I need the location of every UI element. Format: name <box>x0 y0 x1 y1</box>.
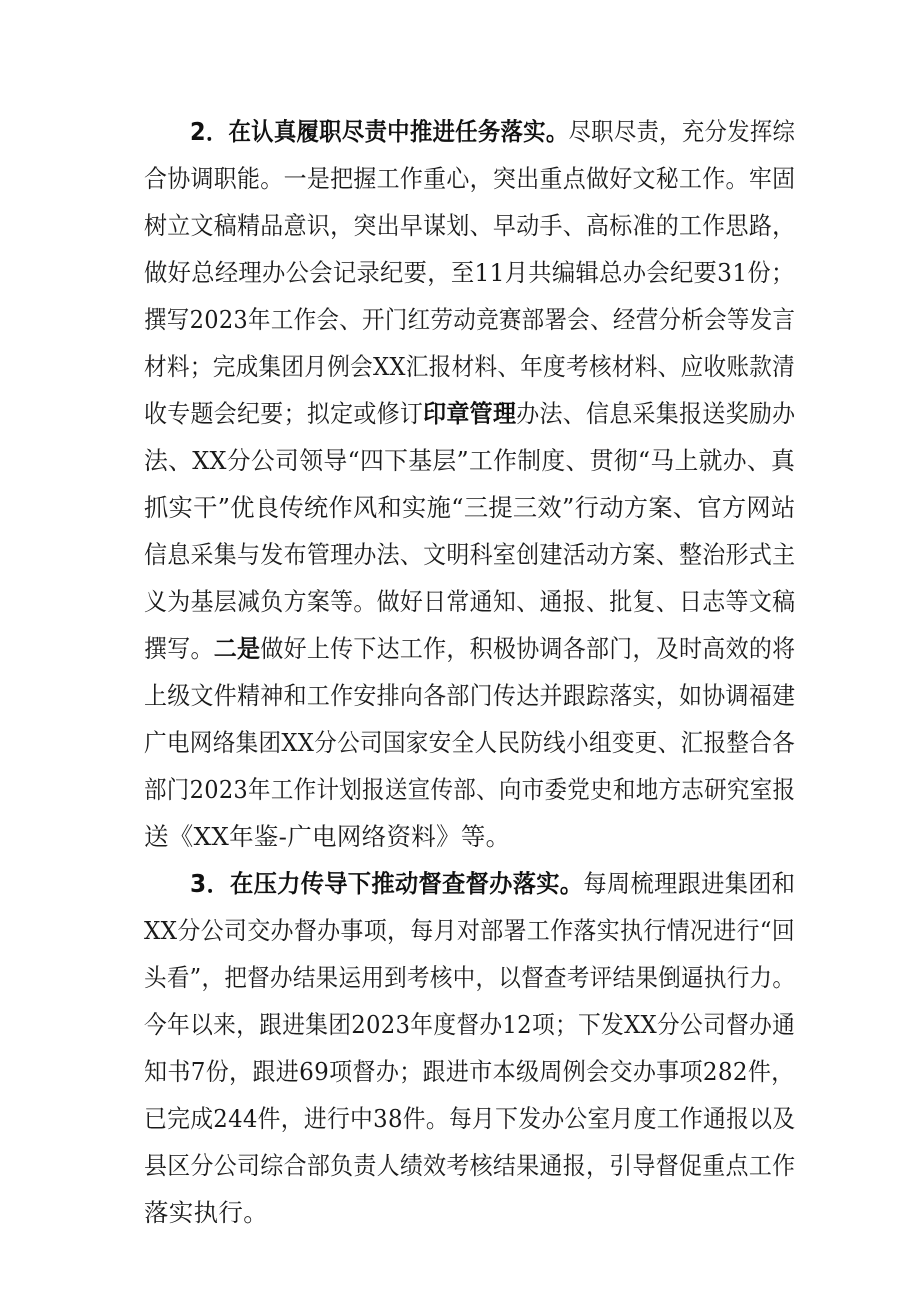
text-line <box>144 915 795 947</box>
text-run: 部门2023年工作计划报送宣传部、向市委党史和地方志研究室报 <box>144 775 796 804</box>
text-run: 合协调职能。一是把握工作重心，突出重点做好文秘工作。牢固 <box>144 164 796 193</box>
text-run: 知书7份，跟进69项督办；跟进市本级周例会交办事项282件， <box>144 1057 795 1086</box>
text-line <box>144 633 795 665</box>
text-run: 每周梳理跟进集团和 <box>583 869 796 898</box>
text-line <box>144 398 795 430</box>
text-run: 送《XX年鉴-广电网络资料》等。 <box>144 822 511 851</box>
text-run: 尽职尽责，充分发挥综 <box>568 117 796 146</box>
text-line <box>144 257 795 289</box>
text-run: 撰写2023年工作会、开门红劳动竞赛部署会、经营分析会等发言 <box>144 305 796 334</box>
text-run: 抓实干”优良传统作风和实施“三提三效”行动方案、官方网站 <box>144 493 796 522</box>
text-line <box>144 210 795 242</box>
text-line <box>144 1197 268 1229</box>
text-run: 已完成244件，进行中38件。每月下发办公室月度工作通报以及 <box>144 1104 796 1133</box>
emphasis-text: 印章管理 <box>423 399 517 428</box>
text-line <box>144 351 795 383</box>
text-line <box>144 1056 795 1088</box>
text-line <box>144 586 795 618</box>
text-line <box>144 1103 795 1135</box>
section-heading: 2．在认真履职尽责中推进任务落实。 <box>190 117 569 146</box>
text-run: XX分公司交办督办事项，每月对部署工作落实执行情况进行“回 <box>144 916 796 945</box>
text-line <box>144 962 795 994</box>
text-run: 广电网络集团XX分公司国家安全人民防线小组变更、汇报整合各 <box>144 728 796 757</box>
text-line <box>144 727 795 759</box>
text-run: 义为基层减负方案等。做好日常通知、通报、批复、日志等文稿 <box>144 587 796 616</box>
text-run: 撰写。 <box>144 634 214 663</box>
text-line <box>144 163 795 195</box>
text-line <box>144 539 795 571</box>
text-run: 法、XX分公司领导“四下基层”工作制度、贯彻“马上就办、真 <box>144 446 796 475</box>
emphasis-text: 二是 <box>213 634 261 663</box>
text-line <box>144 445 795 477</box>
text-run: 信息采集与发布管理办法、文明科室创建活动方案、整治形式主 <box>144 540 796 569</box>
text-line <box>144 680 795 712</box>
text-line <box>144 1150 795 1182</box>
text-run: 材料；完成集团月例会XX汇报材料、年度考核材料、应收账款清 <box>144 352 796 381</box>
text-line <box>144 774 795 806</box>
text-run: 上级文件精神和工作安排向各部门传达并跟踪落实，如协调福建 <box>144 681 796 710</box>
text-run: 头看”，把督办结果运用到考核中，以督查考评结果倒逼执行力。 <box>144 963 796 992</box>
text-run: 落实执行。 <box>144 1198 268 1227</box>
text-line <box>144 492 796 524</box>
text-line <box>144 821 510 853</box>
text-run: 收专题会纪要；拟定或修订 <box>144 399 424 428</box>
text-line <box>144 304 795 336</box>
text-run: 今年以来，跟进集团2023年度督办12项；下发XX分公司督办通 <box>144 1010 796 1039</box>
text-run: 办法、信息采集报送奖励办 <box>516 399 796 428</box>
text-run: 县区分公司综合部负责人绩效考核结果通报，引导督促重点工作 <box>144 1151 796 1180</box>
text-run: 做好总经理办公会记录纪要，至11月共编辑总办会纪要31份； <box>144 258 795 287</box>
text-run: 树立文稿精品意识，突出早谋划、早动手、高标准的工作思路， <box>144 211 796 240</box>
section-heading: 3．在压力传导下推动督查督办落实。 <box>190 869 584 898</box>
text-line <box>190 868 795 900</box>
text-run: 做好上传下达工作，积极协调各部门，及时高效的将 <box>260 634 796 663</box>
text-line <box>144 1009 795 1041</box>
text-line <box>190 116 795 148</box>
